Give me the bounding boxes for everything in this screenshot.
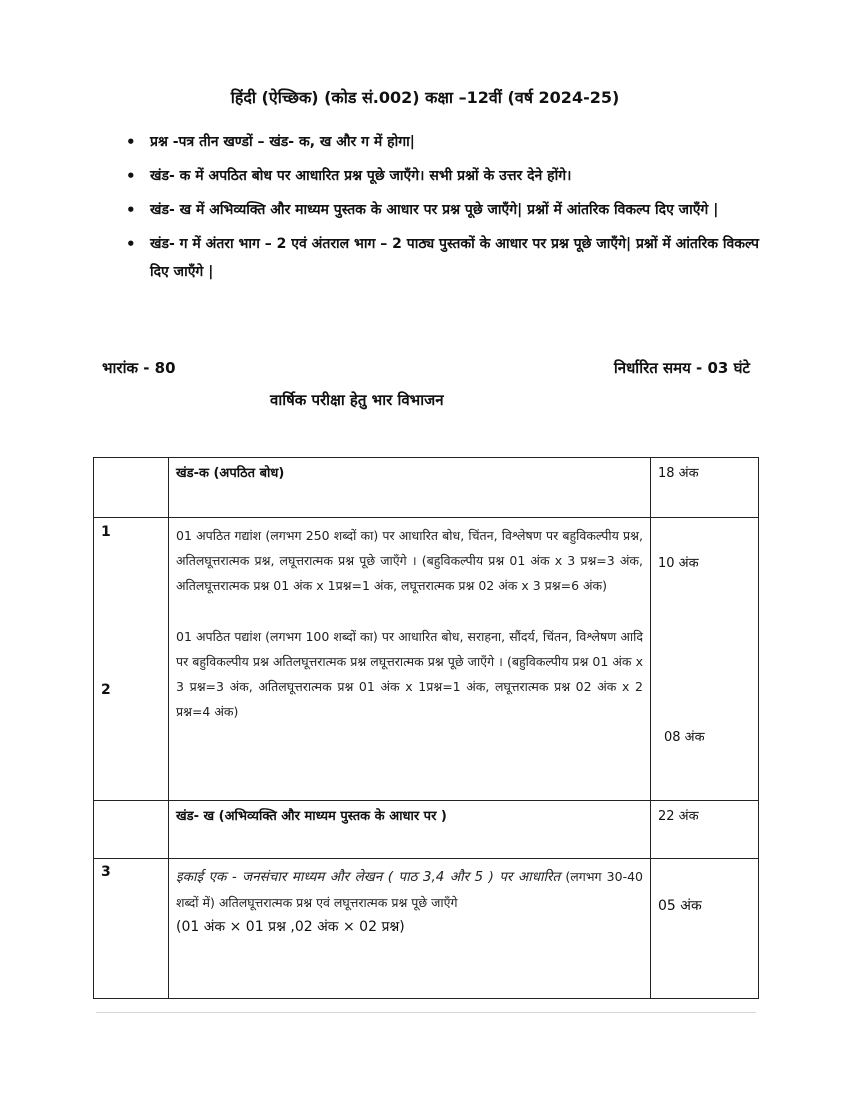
marks-scheme: (01 अंक × 01 प्रश्न ,02 अंक × 02 प्रश्न) [176,919,405,935]
question-marks: 08 अंक [664,730,705,745]
table-row [94,458,759,518]
instruction-item: • खंड- ख में अभिव्यक्ति और माध्यम पुस्तक के आधार पर प्रश्न पूछे जाएँगे| प्रश्नों में आंतरिक विकल्प दिए जाएँगे | [120,196,760,224]
footer-divider [96,1012,756,1013]
table-cell [169,859,651,999]
section-a-title: खंड-क (अपठित बोध) [169,458,651,518]
question-marks: 10 अंक [658,556,699,571]
table-row [94,859,759,999]
table-cell [94,458,169,518]
table-cell [94,518,169,801]
time-allowed: निर्धारित समय - 03 घंटे [613,359,750,377]
question-number: 2 [101,682,111,698]
table-row [94,801,759,859]
page-title: हिंदी (ऐच्छिक) (कोड सं.002) कक्षा –12वीं (वर्ष 2024-25) [230,88,620,107]
instruction-item: • खंड- ग में अंतरा भाग – 2 एवं अंतराल भाग – 2 पाठ्य पुस्तकों के आधार पर प्रश्न पूछे जाएँगे| प्रश्नों में आंतरिक विकल्प दिए जाएँगे | [120,230,760,286]
section-b-marks: 22 अंक [651,801,759,859]
table-cell [651,518,759,801]
section-b-title: खंड- ख (अभिव्यक्ति और माध्यम पुस्तक के आधार पर ) [169,801,651,859]
marks-distribution-table [93,457,759,999]
table-cell [94,801,169,859]
max-marks: भारांक - 80 [102,359,176,377]
instruction-list [120,128,760,292]
question-text: 01 अपठित गद्यांश (लगभग 250 शब्दों का) पर आधारित बोध, चिंतन, विश्लेषण पर बहुविकल्पीय प्रश्न, अतिलघूत्तरात्मक प्रश्न, लघूत्तरात्मक प्रश्न पूछे जाएँगे । (बहुविकल्पीय प्रश्न 01 अंक x 3 प्रश्न=3 अंक, अतिलघूत्तरात्मक प्रश्न 01 अंक x 1प्रश्न=1 अंक, लघूत्तरात्मक प्रश्न 02 अंक x 3 प्रश्न=6 अंक) [176,528,643,593]
section-a-marks: 18 अंक [651,458,759,518]
table-cell [94,859,169,999]
table-cell [169,518,651,801]
table-cell [651,859,759,999]
question-text [176,864,643,915]
question-number: 3 [101,864,111,880]
question-marks: 05 अंक [658,898,702,914]
instruction-item: • खंड- क में अपठित बोध पर आधारित प्रश्न पूछे जाएँगे। सभी प्रश्नों के उत्तर देने होंगे। [120,162,760,190]
question-number: 1 [101,524,111,540]
table-row [94,518,759,801]
section-subtitle: वार्षिक परीक्षा हेतु भार विभाजन [270,391,444,409]
question-unit-text: इकाई एक - जनसंचार माध्यम और लेखन ( पाठ 3,4 और 5 ) पर आधारित [176,869,561,885]
instruction-item: • प्रश्न -पत्र तीन खण्डों – खंड- क, ख और ग में होगा| [120,128,760,156]
question-detail-text: (लगभग 30-40 शब्दों में) अतिलघूत्तरात्मक प्रश्न एवं लघूत्तरात्मक प्रश्न पूछे जाएँगे [176,869,643,910]
question-text: 01 अपठित पद्यांश (लगभग 100 शब्दों का) पर आधारित बोध, सराहना, सौंदर्य, चिंतन, विश्लेषण आदि पर बहुविकल्पीय प्रश्न अतिलघूत्तरात्मक प्रश्न लघूत्तरात्मक प्रश्न पूछे जाएँगे । (बहुविकल्पीय प्रश्न 01 अंक x 3 प्रश्न=3 अंक, अतिलघूत्तरात्मक प्रश्न 01 अंक x 1प्रश्न=1 अंक, लघूत्तरात्मक प्रश्न 02 अंक x 2 प्रश्न=4 अंक) [176,629,643,719]
